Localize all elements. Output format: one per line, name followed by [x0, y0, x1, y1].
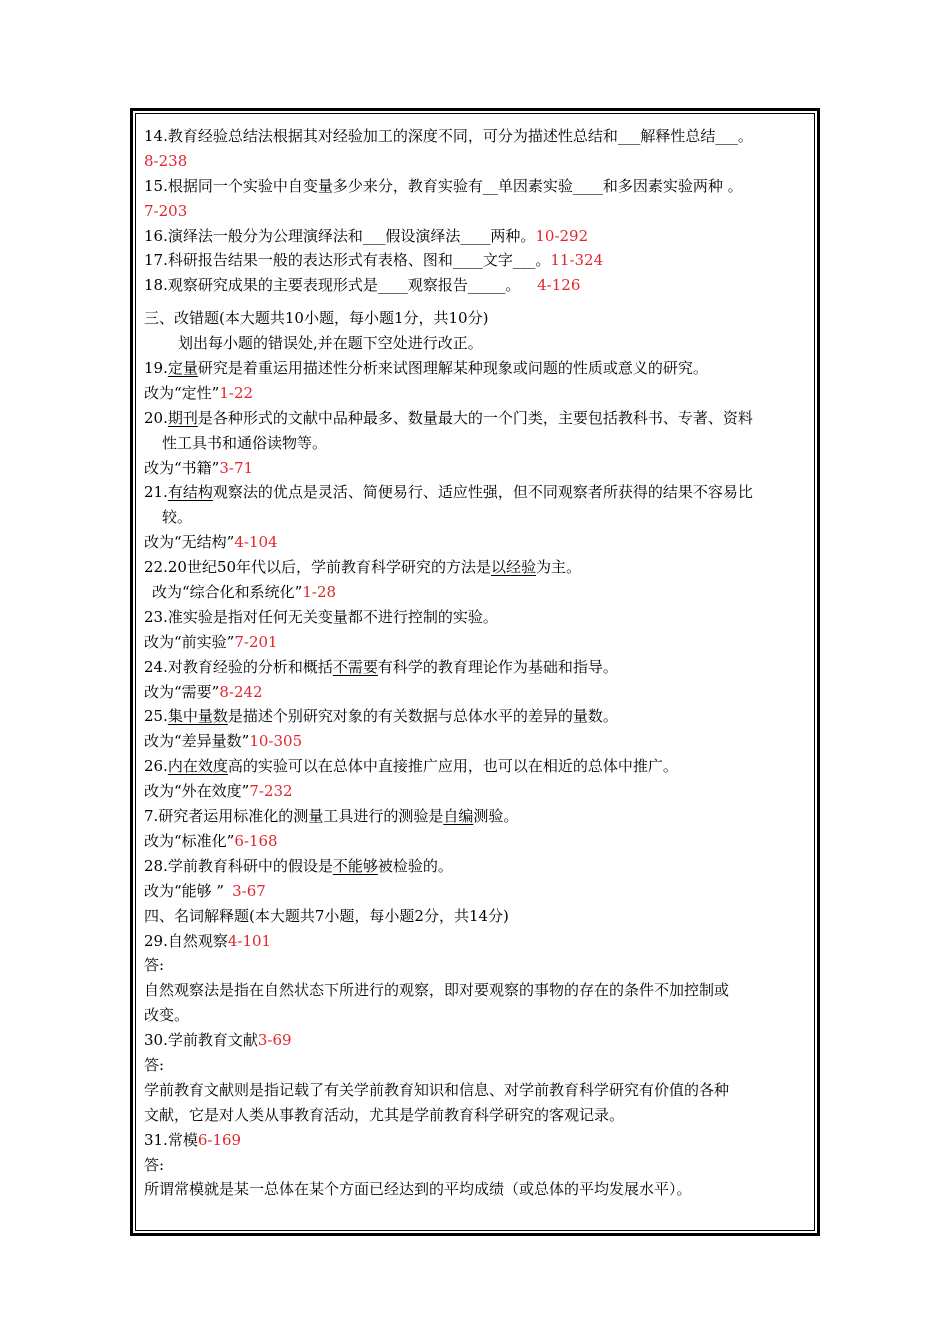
question-18: 18.观察研究成果的主要表现形式是____观察报告_____。 4-126 [144, 276, 581, 295]
page-reference: 4-101 [227, 931, 272, 950]
question-30-answer: 学前教育文献则是指记载了有关学前教育知识和信息、对学前教育科学研究有价值的各种 [144, 1080, 730, 1099]
error-phrase: 以经验 [491, 558, 537, 577]
question-31-term: 31.常模6-169 [144, 1130, 242, 1149]
page-reference: 7-201 [234, 632, 278, 651]
question-31-answer-label: 答: [144, 1155, 165, 1174]
section-3-instruction: 划出每小题的错误处,并在题下空处进行改正。 [178, 334, 483, 353]
page-reference: 7-203 [144, 201, 188, 220]
question-27-fix: 改为“标准化”6-168 [144, 831, 278, 850]
question-20: 20.期刊是各种形式的文献中品种最多、数量最大的一个门类，主要包括教科书、专著、资料 [144, 408, 753, 427]
question-23-fix: 改为“前实验”7-201 [144, 632, 278, 651]
question-29-answer: 自然观察法是指在自然状态下所进行的观察，即对要观察的事物的存在的条件不加控制或 [144, 981, 730, 1000]
question-14-ref [144, 149, 812, 174]
question-15-ref [144, 199, 812, 224]
question-22: 22.20世纪50年代以后，学前教育科学研究的方法是以经验为主。 [144, 558, 582, 577]
question-30-term: 30.学前教育文献3-69 [144, 1031, 292, 1050]
question-21-fix: 改为“无结构”4-104 [144, 533, 278, 552]
question-20-cont: 性工具书和通俗读物等。 [162, 433, 328, 452]
question-17: 17.科研报告结果一般的表达形式有表格、图和____文字___。11-324 [144, 251, 604, 270]
error-phrase: 不需要 [332, 657, 378, 676]
page-reference: 1-22 [219, 383, 254, 402]
question-24-fix: 改为“需要”8-242 [144, 682, 263, 701]
page-reference: 7-232 [249, 782, 293, 801]
page-reference: 3-67 [232, 881, 266, 900]
question-25: 25.集中量数是描述个别研究对象的有关数据与总体水平的差异的量数。 [144, 707, 618, 726]
error-phrase: 内在效度 [167, 757, 228, 776]
question-14: 14.教育经验总结法根据其对经验加工的深度不同，可分为描述性总结和___解释性总结___。 [144, 127, 753, 145]
question-15: 15.根据同一个实验中自变量多少来分，教育实验有__单因素实验____和多因素实验两种 。 [144, 176, 743, 195]
question-29-answer-cont: 改变。 [144, 1006, 190, 1025]
page-reference: 6-169 [197, 1130, 242, 1149]
question-21-cont: 较。 [162, 508, 193, 527]
page-reference: 8-238 [144, 151, 188, 170]
page-reference: 10-292 [535, 226, 589, 245]
error-phrase: 有结构 [167, 483, 213, 502]
question-16: 16.演绎法一般分为公理演绎法和___假设演绎法____两种。10-292 [144, 226, 589, 245]
page-reference: 3-69 [257, 1031, 292, 1050]
question-30-answer-cont: 文献，它是对人类从事教育活动，尤其是学前教育科学研究的客观记录。 [144, 1105, 625, 1124]
question-20-fix: 改为“书籍”3-71 [144, 458, 254, 477]
error-phrase: 自编 [443, 807, 474, 826]
question-30-answer-label: 答: [144, 1055, 165, 1074]
error-phrase: 集中量数 [167, 707, 228, 726]
error-phrase: 不能够 [332, 856, 378, 875]
question-19: 19.定量研究是着重运用描述性分析来试图理解某种现象或问题的性质或意义的研究。 [144, 359, 708, 378]
section-4-title: 四、名词解释题(本大题共7小题，每小题2分，共14分) [144, 906, 509, 925]
question-25-fix: 改为“差异量数”10-305 [144, 732, 303, 751]
question-21: 21.有结构观察法的优点是灵活、简便易行、适应性强，但不同观察者所获得的结果不容易比 [144, 483, 753, 502]
section-3-title: 三、改错题(本大题共10小题，每小题1分，共10分) [144, 309, 489, 328]
page-reference: 11-324 [550, 251, 604, 270]
question-28-fix: 改为“能够 ” 3-67 [144, 881, 266, 900]
question-29-answer-label: 答: [144, 956, 165, 975]
question-26-fix: 改为“外在效度”7-232 [144, 782, 293, 801]
page-reference: 3-71 [219, 458, 254, 477]
question-22-fix: 改为“综合化和系统化”1-28 [152, 583, 337, 602]
question-26: 26.内在效度高的实验可以在总体中直接推广应用，也可以在相近的总体中推广。 [144, 757, 678, 776]
page-reference: 4-104 [234, 533, 278, 552]
error-phrase: 定量 [167, 359, 198, 378]
page-reference: 10-305 [249, 732, 303, 751]
page-reference: 8-242 [219, 682, 263, 701]
question-24: 24.对教育经验的分析和概括不需要有科学的教育理论作为基础和指导。 [144, 657, 618, 676]
exam-content [144, 124, 812, 1202]
question-29-term: 29.自然观察4-101 [144, 931, 272, 950]
question-19-fix: 改为“定性”1-22 [144, 383, 254, 402]
question-27: 7.研究者运用标准化的测量工具进行的测验是自编测验。 [144, 807, 519, 826]
page-reference: 4-126 [537, 276, 581, 295]
page-reference: 6-168 [234, 831, 278, 850]
question-23: 23.准实验是指对任何无关变量都不进行控制的实验。 [144, 607, 498, 626]
question-28: 28.学前教育科研中的假设是不能够被检验的。 [144, 856, 453, 875]
error-phrase: 期刊 [167, 408, 198, 427]
page-reference: 1-28 [302, 583, 337, 602]
question-31-answer: 所谓常模就是某一总体在某个方面已经达到的平均成绩（或总体的平均发展水平）。 [144, 1180, 692, 1199]
